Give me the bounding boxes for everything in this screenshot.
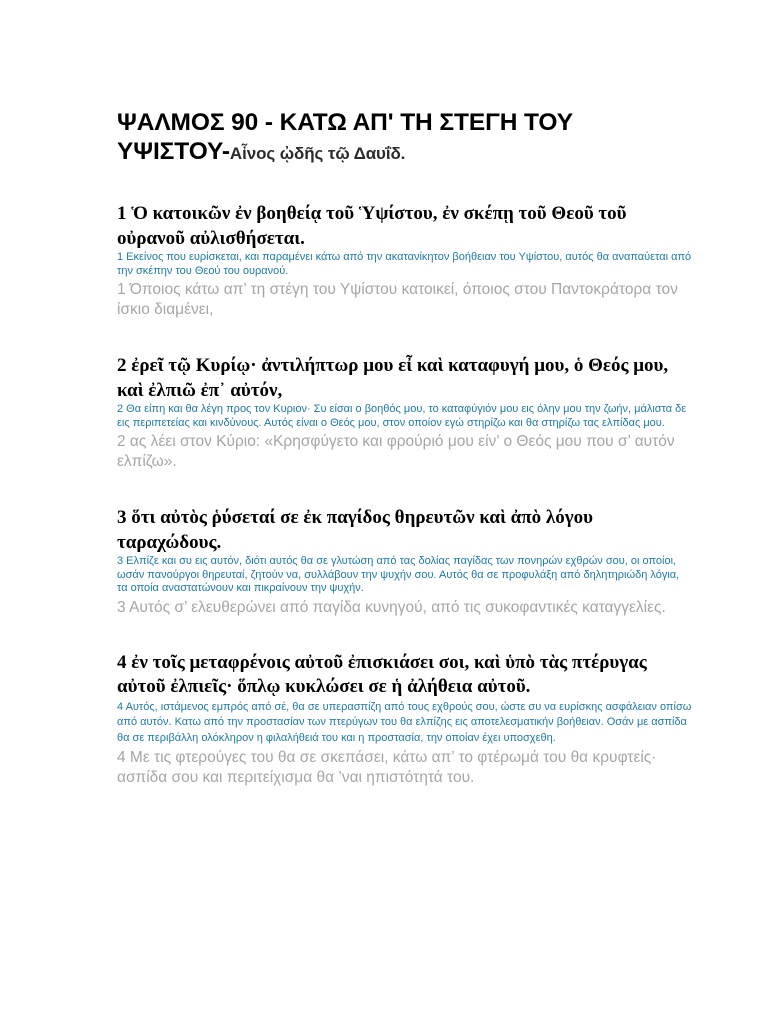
verse-paraphrase-text: 3 Ελπίζε και συ εις αυτόν, διότι αυτός θα σε γλυτώση από τας δολίας παγίδας των πονηρών εχθρών σου, οι οποίοι, ωσάν πανούργοι θηρευταί, ζητούν να, συλλάβουν την ψυχήν σου. Αυτός θα σε προφυλάξη από δηλητηριώδη λόγια, τα οποία αναστατώνουν και πικραίνουν την ψυχήν. (117, 555, 680, 594)
page-title (117, 108, 692, 168)
verse-4 (117, 651, 692, 789)
verse-modern-text: 1 Όποιος κάτω απ’ τη στέγη του Υψίστου κατοικεί, όποιος στου Παντοκράτορα τον ίσκιο διαμένει, (117, 281, 678, 318)
verse-modern-text: 3 Αυτός σ’ ελευθερώνει από παγίδα κυνηγού, από τις συκοφαντικές καταγγελίες. (117, 598, 666, 616)
verse-ancient-text: 4 ἐν τοῖς μεταφρένοις αὐτοῦ ἐπισκιάσει σοι, καὶ ὑπὸ τὰς πτέρυγας αὐτοῦ ἐλπιεῖς· ὅπλῳ κυκλώσει σε ἡ ἀλήθεια αὐτοῦ. (117, 651, 647, 697)
title-subtitle: Αἶνος ᾠδῆς τῷ Δαυΐδ. (229, 144, 406, 163)
verse-2 (117, 353, 692, 472)
verse-3 (117, 505, 692, 618)
document-page (117, 108, 692, 788)
verse-ancient-text: 2 ἐρεῖ τῷ Κυρίῳ· ἀντιλήπτωρ μου εἶ καὶ καταφυγή μου, ὁ Θεός μου, καὶ ἐλπιῶ ἐπ᾿ αὐτόν, (117, 355, 669, 401)
verse-paraphrase-text: 1 Εκείνος που ευρίσκεται, και παραμένει κάτω από την ακατανίκητον βοήθειαν του Υψίστου, αυτός θα αναπαύεται από την σκέπην του Θεού του ουρανού. (117, 251, 692, 277)
verse-1 (117, 201, 692, 320)
verse-modern-text: 2 ας λέει στον Κύριο: «Κρησφύγετο και φρούριό μου είν’ ο Θεός μου που σ’ αυτόν ελπίζω». (117, 433, 675, 470)
verse-paraphrase-text: 4 Αυτός, ιστάμενος εμπρός από σέ, θα σε υπερασπίζη από τους εχθρούς σου, ώστε συ να ευρίσκης ασφάλειαν οπίσω από αυτόν. Κατω από την προστασίαν των πτερύγων του θα ελπίζης εις αποτελεσματικήν βοήθειαν. Οσάν με ασπίδα θα σε περιβάλλη ολόκληρον η φιλαλήθειά του και η προστασία, την οποίαν έχει υποσχεθη. (117, 700, 692, 744)
verse-ancient-text: 1 Ὁ κατοικῶν ἐν βοηθείᾳ τοῦ Ὑψίστου, ἐν σκέπῃ τοῦ Θεοῦ τοῦ οὐρανοῦ αὐλισθήσεται. (117, 203, 627, 249)
title-main: ΨΑΛΜΟΣ 90 - ΚΑΤΩ ΑΠ' ΤΗ ΣΤΕΓΗ ΤΟΥ ΥΨΙΣΤΟΥ- (117, 109, 573, 165)
verse-ancient-text: 3 ὅτι αὐτὸς ῥύσεταί σε ἐκ παγίδος θηρευτῶν καὶ ἀπὸ λόγου ταραχώδους. (117, 507, 593, 553)
verse-paraphrase-text: 2 Θα είπη και θα λέγη προς τον Κυριον· Συ είσαι ο βοηθός μου, το καταφύγιόν μου εις όλην μου την ζωήν, μάλιστα δε εις περιπετείας και κινδύνους. Αυτός είναι ο Θεός μου, στον οποίον εγώ στηρίζω και θα στηρίζω τας ελπίδας μου. (117, 403, 687, 429)
verse-modern-text: 4 Με τις φτερούγες του θα σε σκεπάσει, κάτω απ’ το φτέρωμά του θα κρυφτείς· ασπίδα σου και περιτείχισμα θα ’ναι ηπιστότητά του. (117, 749, 657, 786)
